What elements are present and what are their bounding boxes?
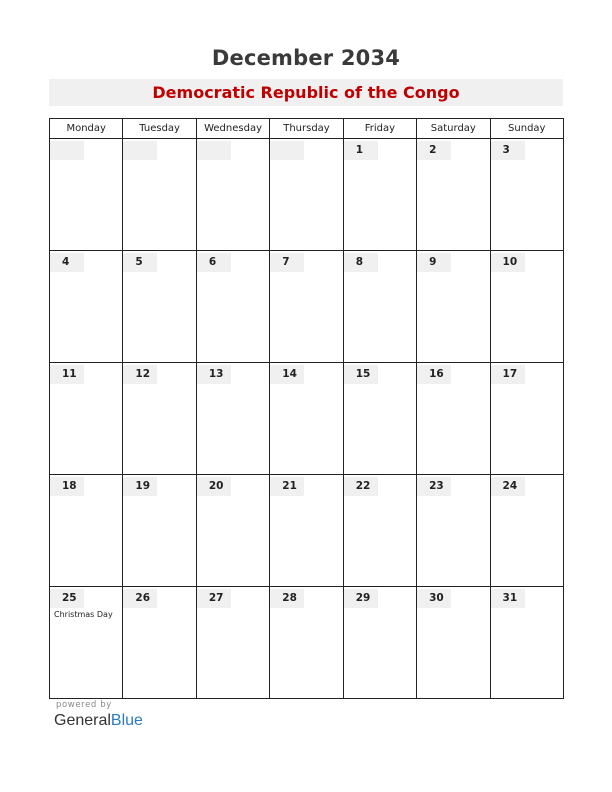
day-cell <box>343 363 416 475</box>
day-number: 13 <box>197 365 231 384</box>
holiday-label: Christmas Day <box>54 610 113 619</box>
day-cell <box>417 475 490 587</box>
day-cell <box>123 587 196 699</box>
day-number: 22 <box>344 477 378 496</box>
day-number: 4 <box>50 253 84 272</box>
country-banner: Democratic Republic of the Congo <box>49 79 563 106</box>
day-number <box>123 141 157 160</box>
day-number <box>197 141 231 160</box>
day-number: 27 <box>197 589 231 608</box>
week-row <box>50 475 564 587</box>
day-cell <box>196 251 269 363</box>
day-number: 3 <box>491 141 525 160</box>
weekday-header-saturday: Saturday <box>417 119 490 139</box>
day-number <box>50 141 84 160</box>
day-number: 10 <box>491 253 525 272</box>
day-cell <box>490 587 563 699</box>
day-number: 16 <box>417 365 451 384</box>
day-cell <box>50 139 123 251</box>
week-row <box>50 139 564 251</box>
day-number: 6 <box>197 253 231 272</box>
day-number: 18 <box>50 477 84 496</box>
day-cell <box>196 475 269 587</box>
day-cell <box>490 139 563 251</box>
weekday-header-thursday: Thursday <box>270 119 343 139</box>
day-number: 23 <box>417 477 451 496</box>
day-cell <box>196 587 269 699</box>
week-row <box>50 363 564 475</box>
day-number: 5 <box>123 253 157 272</box>
day-number: 21 <box>270 477 304 496</box>
brand-name-general: General <box>54 712 111 729</box>
day-number: 11 <box>50 365 84 384</box>
day-cell <box>343 139 416 251</box>
day-cell <box>123 363 196 475</box>
day-cell <box>490 363 563 475</box>
weekday-header-sunday: Sunday <box>490 119 563 139</box>
brand-logo[interactable] <box>54 712 143 730</box>
day-cell <box>270 475 343 587</box>
day-cell <box>490 475 563 587</box>
weekday-header-row <box>50 119 564 139</box>
day-number: 7 <box>270 253 304 272</box>
day-number: 20 <box>197 477 231 496</box>
day-number: 9 <box>417 253 451 272</box>
day-cell <box>123 475 196 587</box>
calendar-grid <box>49 118 564 699</box>
day-number: 30 <box>417 589 451 608</box>
day-number: 29 <box>344 589 378 608</box>
day-number: 8 <box>344 253 378 272</box>
day-number: 28 <box>270 589 304 608</box>
day-number: 25 <box>50 589 84 608</box>
day-cell <box>343 587 416 699</box>
day-cell <box>270 363 343 475</box>
weekday-header-tuesday: Tuesday <box>123 119 196 139</box>
day-cell <box>196 139 269 251</box>
day-number: 14 <box>270 365 304 384</box>
day-cell <box>123 251 196 363</box>
day-number: 1 <box>344 141 378 160</box>
day-cell <box>417 587 490 699</box>
week-row <box>50 587 564 699</box>
day-number: 17 <box>491 365 525 384</box>
day-cell <box>50 475 123 587</box>
day-number: 24 <box>491 477 525 496</box>
day-cell <box>50 587 123 699</box>
day-cell <box>343 251 416 363</box>
day-number: 19 <box>123 477 157 496</box>
powered-by-text: powered by <box>56 700 112 710</box>
weekday-header-monday: Monday <box>50 119 123 139</box>
day-cell <box>343 475 416 587</box>
day-number <box>270 141 304 160</box>
brand-name-blue: Blue <box>110 712 143 729</box>
weekday-header-wednesday: Wednesday <box>196 119 269 139</box>
day-cell <box>270 587 343 699</box>
week-row <box>50 251 564 363</box>
day-cell <box>50 251 123 363</box>
day-cell <box>196 363 269 475</box>
day-cell <box>417 139 490 251</box>
day-number: 31 <box>491 589 525 608</box>
weekday-header-friday: Friday <box>343 119 416 139</box>
day-number: 2 <box>417 141 451 160</box>
day-number: 15 <box>344 365 378 384</box>
day-cell <box>50 363 123 475</box>
day-cell <box>417 363 490 475</box>
day-cell <box>417 251 490 363</box>
day-cell <box>270 251 343 363</box>
day-number: 12 <box>123 365 157 384</box>
page-title: December 2034 <box>211 46 401 70</box>
day-cell <box>270 139 343 251</box>
day-cell <box>490 251 563 363</box>
day-cell <box>123 139 196 251</box>
day-number: 26 <box>123 589 157 608</box>
